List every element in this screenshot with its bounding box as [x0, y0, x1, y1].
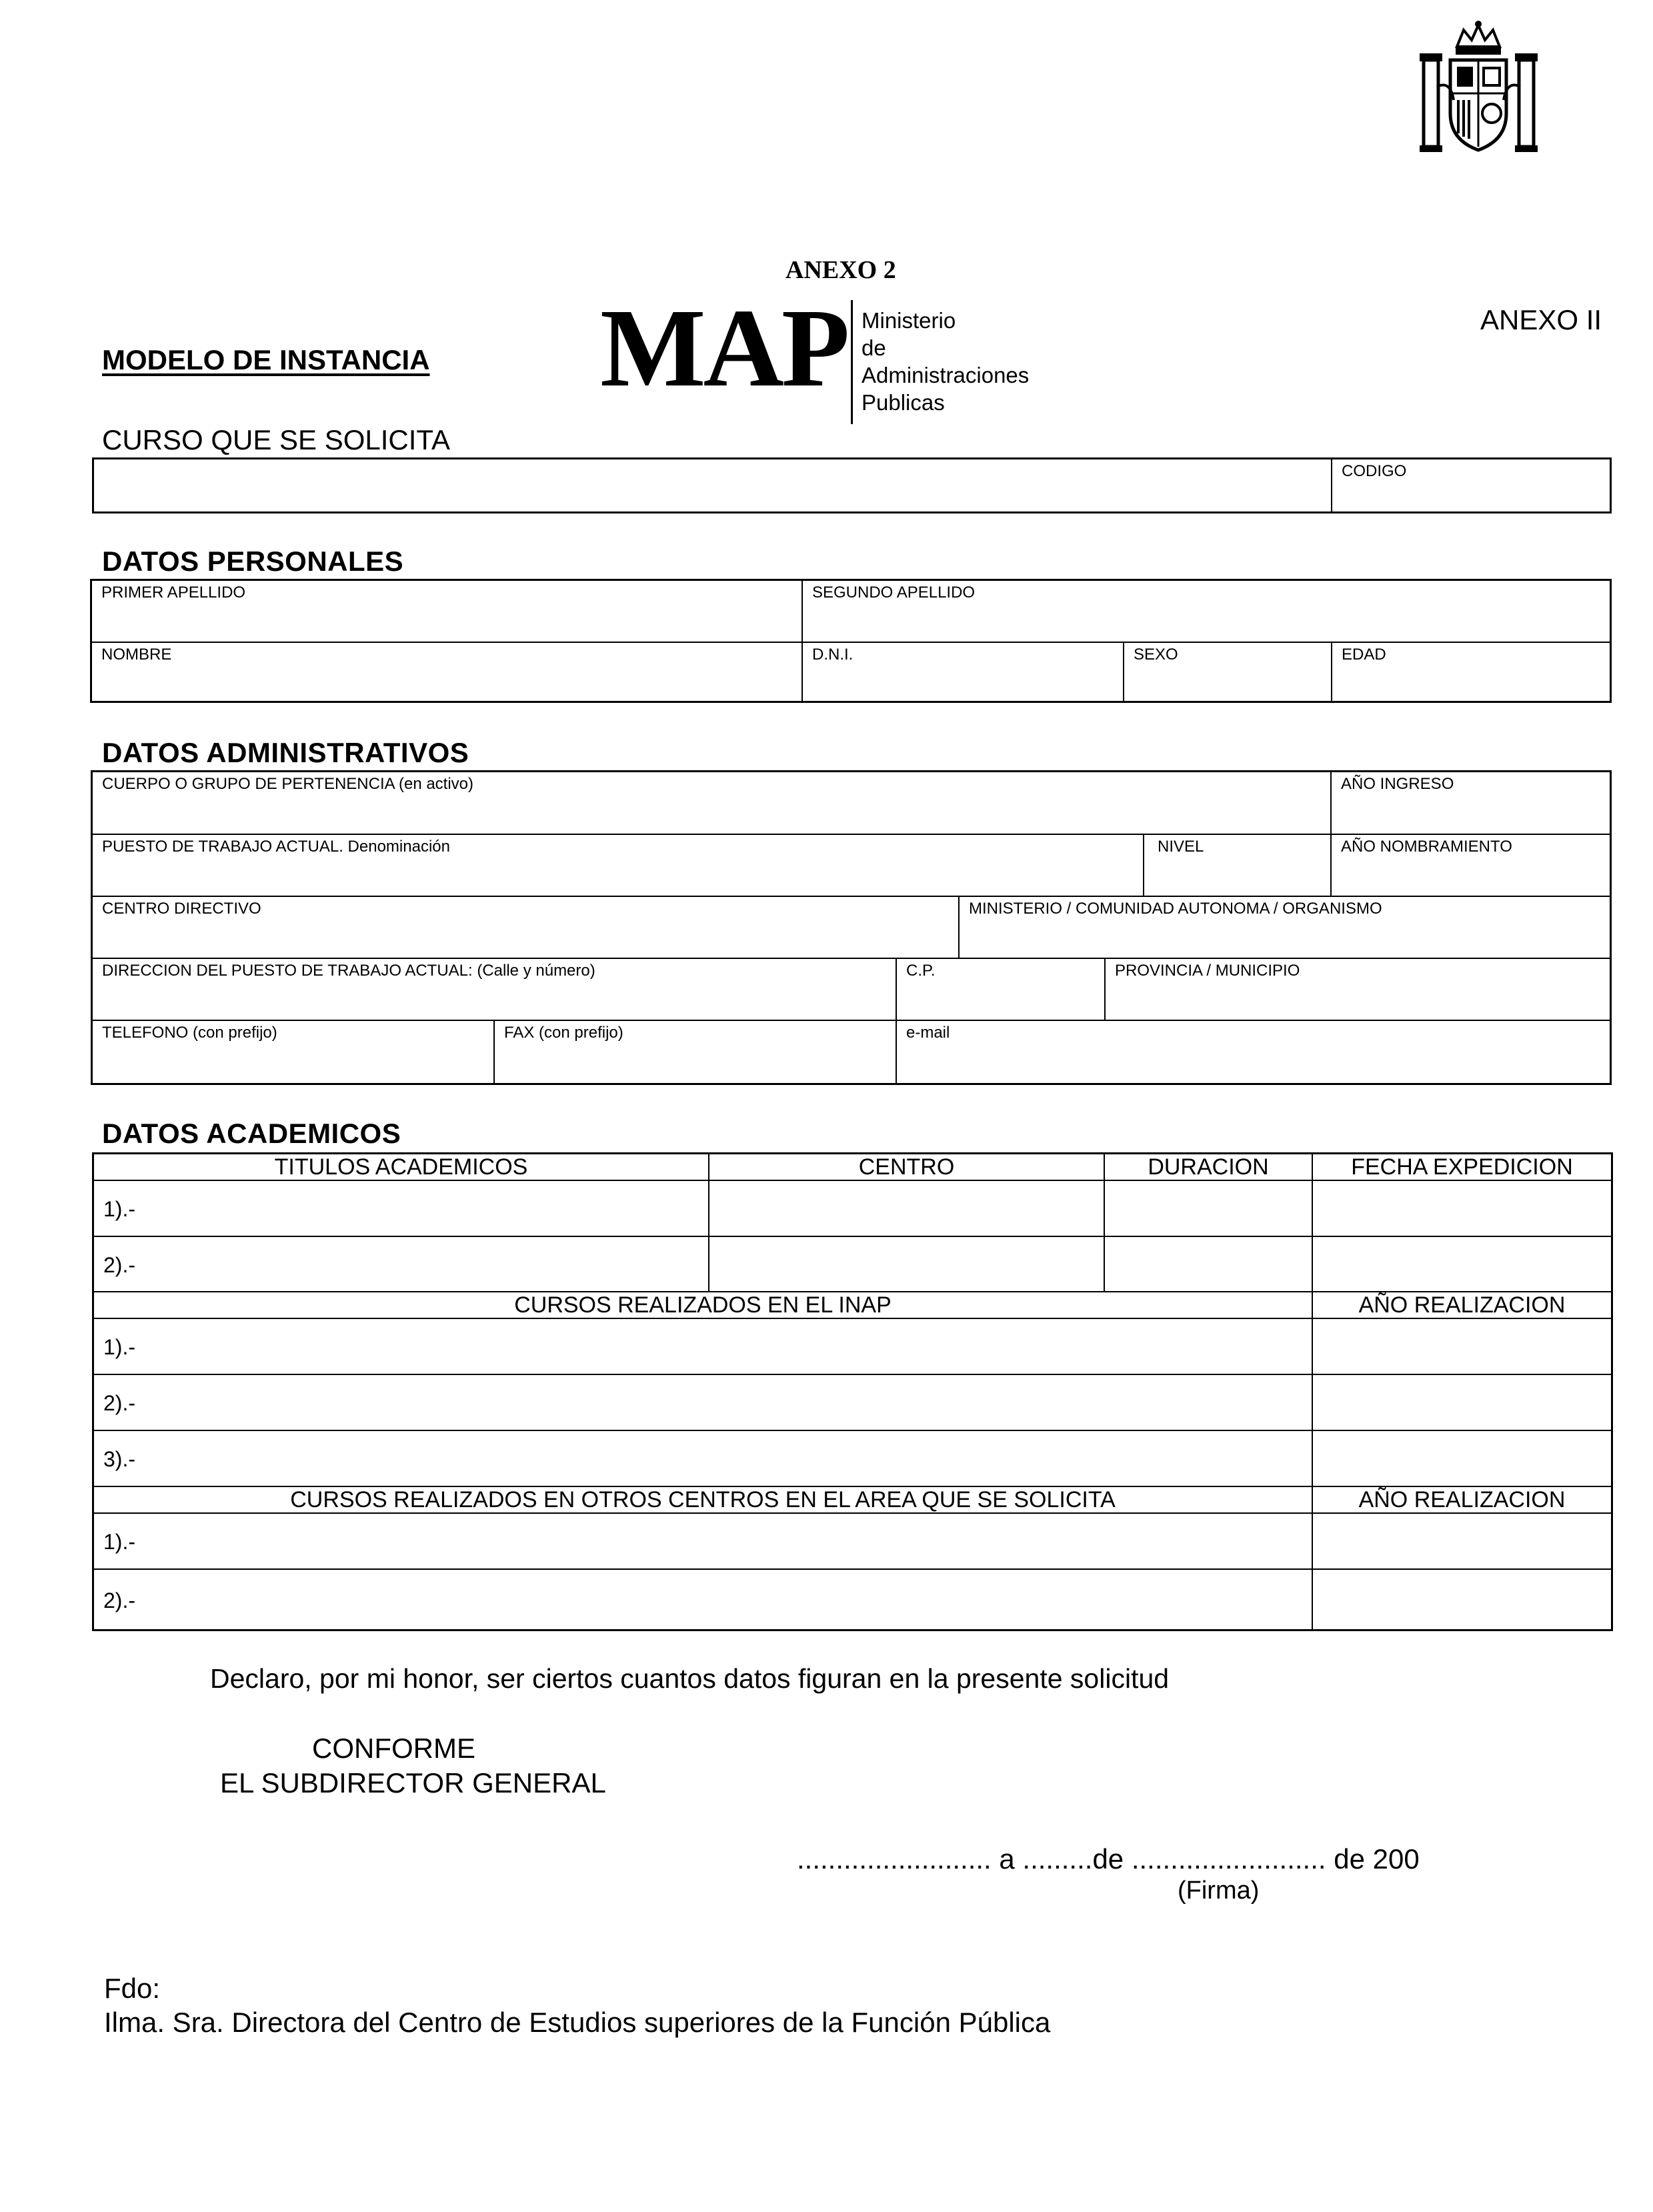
inap-row-2-year[interactable]: [1313, 1375, 1611, 1430]
map-logo-line4: Publicas: [862, 390, 945, 415]
inap-header: CURSOS REALIZADOS EN EL INAP: [514, 1292, 892, 1318]
inap-row-1[interactable]: [94, 1319, 1312, 1374]
inap-year-header: AÑO REALIZACION: [1358, 1292, 1566, 1318]
inap-row-1-year[interactable]: [1313, 1319, 1611, 1374]
otros-row-2[interactable]: [94, 1570, 1312, 1629]
titulo-row-1-label: 1).-: [103, 1197, 135, 1221]
fdo-label: Fdo:: [104, 1973, 161, 2004]
nombre-field[interactable]: [92, 643, 801, 701]
titulo-row-1-duracion[interactable]: [1105, 1181, 1312, 1236]
puesto-label: PUESTO DE TRABAJO ACTUAL. Denominación: [102, 838, 450, 856]
fax-field[interactable]: [495, 1021, 896, 1083]
nivel-field[interactable]: [1144, 835, 1330, 896]
coat-of-arms-icon: [1417, 20, 1540, 160]
course-requested-label: CURSO QUE SE SOLICITA: [102, 424, 450, 455]
cuerpo-field[interactable]: [93, 772, 1330, 834]
codigo-field[interactable]: [1332, 459, 1610, 511]
cp-label: C.P.: [906, 962, 936, 980]
map-logo-line1: Ministerio: [862, 308, 956, 333]
otros-header: CURSOS REALIZADOS EN OTROS CENTROS EN EL AREA QUE SE SOLICITA: [290, 1487, 1116, 1512]
map-logo: [600, 286, 1054, 427]
addressee: Ilma. Sra. Directora del Centro de Estudios superiores de la Función Pública: [104, 2007, 1051, 2038]
col-centro-header: CENTRO: [858, 1154, 955, 1180]
otros-row-2-year[interactable]: [1313, 1570, 1611, 1629]
provincia-field[interactable]: [1106, 959, 1610, 1020]
edad-field[interactable]: [1332, 643, 1610, 701]
titulo-row-1[interactable]: [94, 1181, 708, 1236]
otros-year-header: AÑO REALIZACION: [1358, 1487, 1566, 1512]
direccion-label: DIRECCION DEL PUESTO DE TRABAJO ACTUAL: (Calle y número): [102, 962, 595, 980]
map-logo-line3: Administraciones: [862, 363, 1030, 387]
inap-row-1-label: 1).-: [103, 1335, 135, 1359]
sexo-label: SEXO: [1134, 646, 1178, 664]
edad-label: EDAD: [1342, 646, 1386, 664]
inap-row-2[interactable]: [94, 1375, 1312, 1430]
anio-nombramiento-field[interactable]: [1332, 835, 1610, 896]
codigo-label: CODIGO: [1342, 462, 1407, 480]
titulo-row-2-fecha[interactable]: [1313, 1237, 1611, 1291]
anio-ingreso-label: AÑO INGRESO: [1341, 775, 1454, 793]
sexo-field[interactable]: [1124, 643, 1331, 701]
anio-nombramiento-label: AÑO NOMBRAMIENTO: [1341, 838, 1512, 856]
map-logo-divider: [851, 300, 853, 424]
course-box: [92, 457, 1612, 513]
academic-box: [92, 1152, 1613, 1631]
inap-row-3[interactable]: [94, 1431, 1312, 1486]
academic-section-title: DATOS ACADEMICOS: [102, 1118, 401, 1149]
dni-label: D.N.I.: [812, 646, 854, 664]
personal-section-title: DATOS PERSONALES: [102, 545, 404, 577]
firma-label: (Firma): [1178, 1877, 1260, 1905]
cuerpo-label: CUERPO O GRUPO DE PERTENENCIA (en activo): [102, 775, 474, 793]
cp-field[interactable]: [897, 959, 1104, 1020]
puesto-field[interactable]: [93, 835, 1143, 896]
inap-row-3-year[interactable]: [1313, 1431, 1611, 1486]
declaration: Declaro, por mi honor, ser ciertos cuantos datos figuran en la presente solicitud: [210, 1663, 1170, 1694]
ministerio-label: MINISTERIO / COMUNIDAD AUTONOMA / ORGANISMO: [969, 900, 1382, 918]
titulo-row-2-centro[interactable]: [709, 1237, 1104, 1291]
date-line[interactable]: ......................... a .........de ......................... de 200: [797, 1843, 1420, 1875]
inap-row-2-label: 2).-: [103, 1391, 135, 1415]
titulo-row-1-fecha[interactable]: [1313, 1181, 1611, 1236]
primer-apellido-field[interactable]: [92, 581, 801, 642]
otros-row-1[interactable]: [94, 1514, 1312, 1568]
centro-directivo-field[interactable]: [93, 897, 958, 958]
dni-field[interactable]: [803, 643, 1123, 701]
col-titulos-header: TITULOS ACADEMICOS: [274, 1154, 528, 1180]
direccion-field[interactable]: [93, 959, 896, 1020]
col-fecha-header: FECHA EXPEDICION: [1351, 1154, 1573, 1180]
titulo-row-2-label: 2).-: [103, 1253, 135, 1277]
titulo-row-1-centro[interactable]: [709, 1181, 1104, 1236]
anexo-center: ANEXO 2: [785, 256, 896, 284]
email-label: e-mail: [906, 1024, 950, 1042]
centro-directivo-label: CENTRO DIRECTIVO: [102, 900, 261, 918]
course-name-field[interactable]: [94, 459, 1331, 511]
map-logo-line2: de: [862, 335, 886, 360]
email-field[interactable]: [897, 1021, 1610, 1083]
telefono-field[interactable]: [93, 1021, 493, 1083]
form-title: MODELO DE INSTANCIA: [102, 344, 430, 375]
titulo-row-2-duracion[interactable]: [1105, 1237, 1312, 1291]
nivel-label: NIVEL: [1158, 838, 1204, 856]
anexo-right: ANEXO II: [1480, 304, 1602, 335]
map-logo-letters: MAP: [600, 286, 848, 410]
otros-row-2-label: 2).-: [103, 1588, 135, 1612]
otros-row-1-label: 1).-: [103, 1530, 135, 1554]
telefono-label: TELEFONO (con prefijo): [102, 1024, 277, 1042]
admin-box: [91, 770, 1612, 1085]
segundo-apellido-field[interactable]: [803, 581, 1610, 642]
primer-apellido-label: PRIMER APELLIDO: [101, 584, 246, 602]
segundo-apellido-label: SEGUNDO APELLIDO: [812, 584, 976, 602]
personal-box: [90, 579, 1612, 703]
admin-section-title: DATOS ADMINISTRATIVOS: [102, 737, 469, 768]
inap-row-3-label: 3).-: [103, 1447, 135, 1471]
col-duracion-header: DURACION: [1148, 1154, 1269, 1180]
otros-row-1-year[interactable]: [1313, 1514, 1611, 1568]
nombre-label: NOMBRE: [101, 646, 172, 664]
provincia-label: PROVINCIA / MUNICIPIO: [1115, 962, 1300, 980]
fax-label: FAX (con prefijo): [504, 1024, 623, 1042]
conforme: CONFORME: [312, 1733, 475, 1764]
subdirector: EL SUBDIRECTOR GENERAL: [220, 1767, 606, 1799]
ministerio-field[interactable]: [960, 897, 1610, 958]
anio-ingreso-field[interactable]: [1332, 772, 1610, 834]
coat-of-arms: [1417, 20, 1540, 160]
titulo-row-2[interactable]: [94, 1237, 708, 1291]
